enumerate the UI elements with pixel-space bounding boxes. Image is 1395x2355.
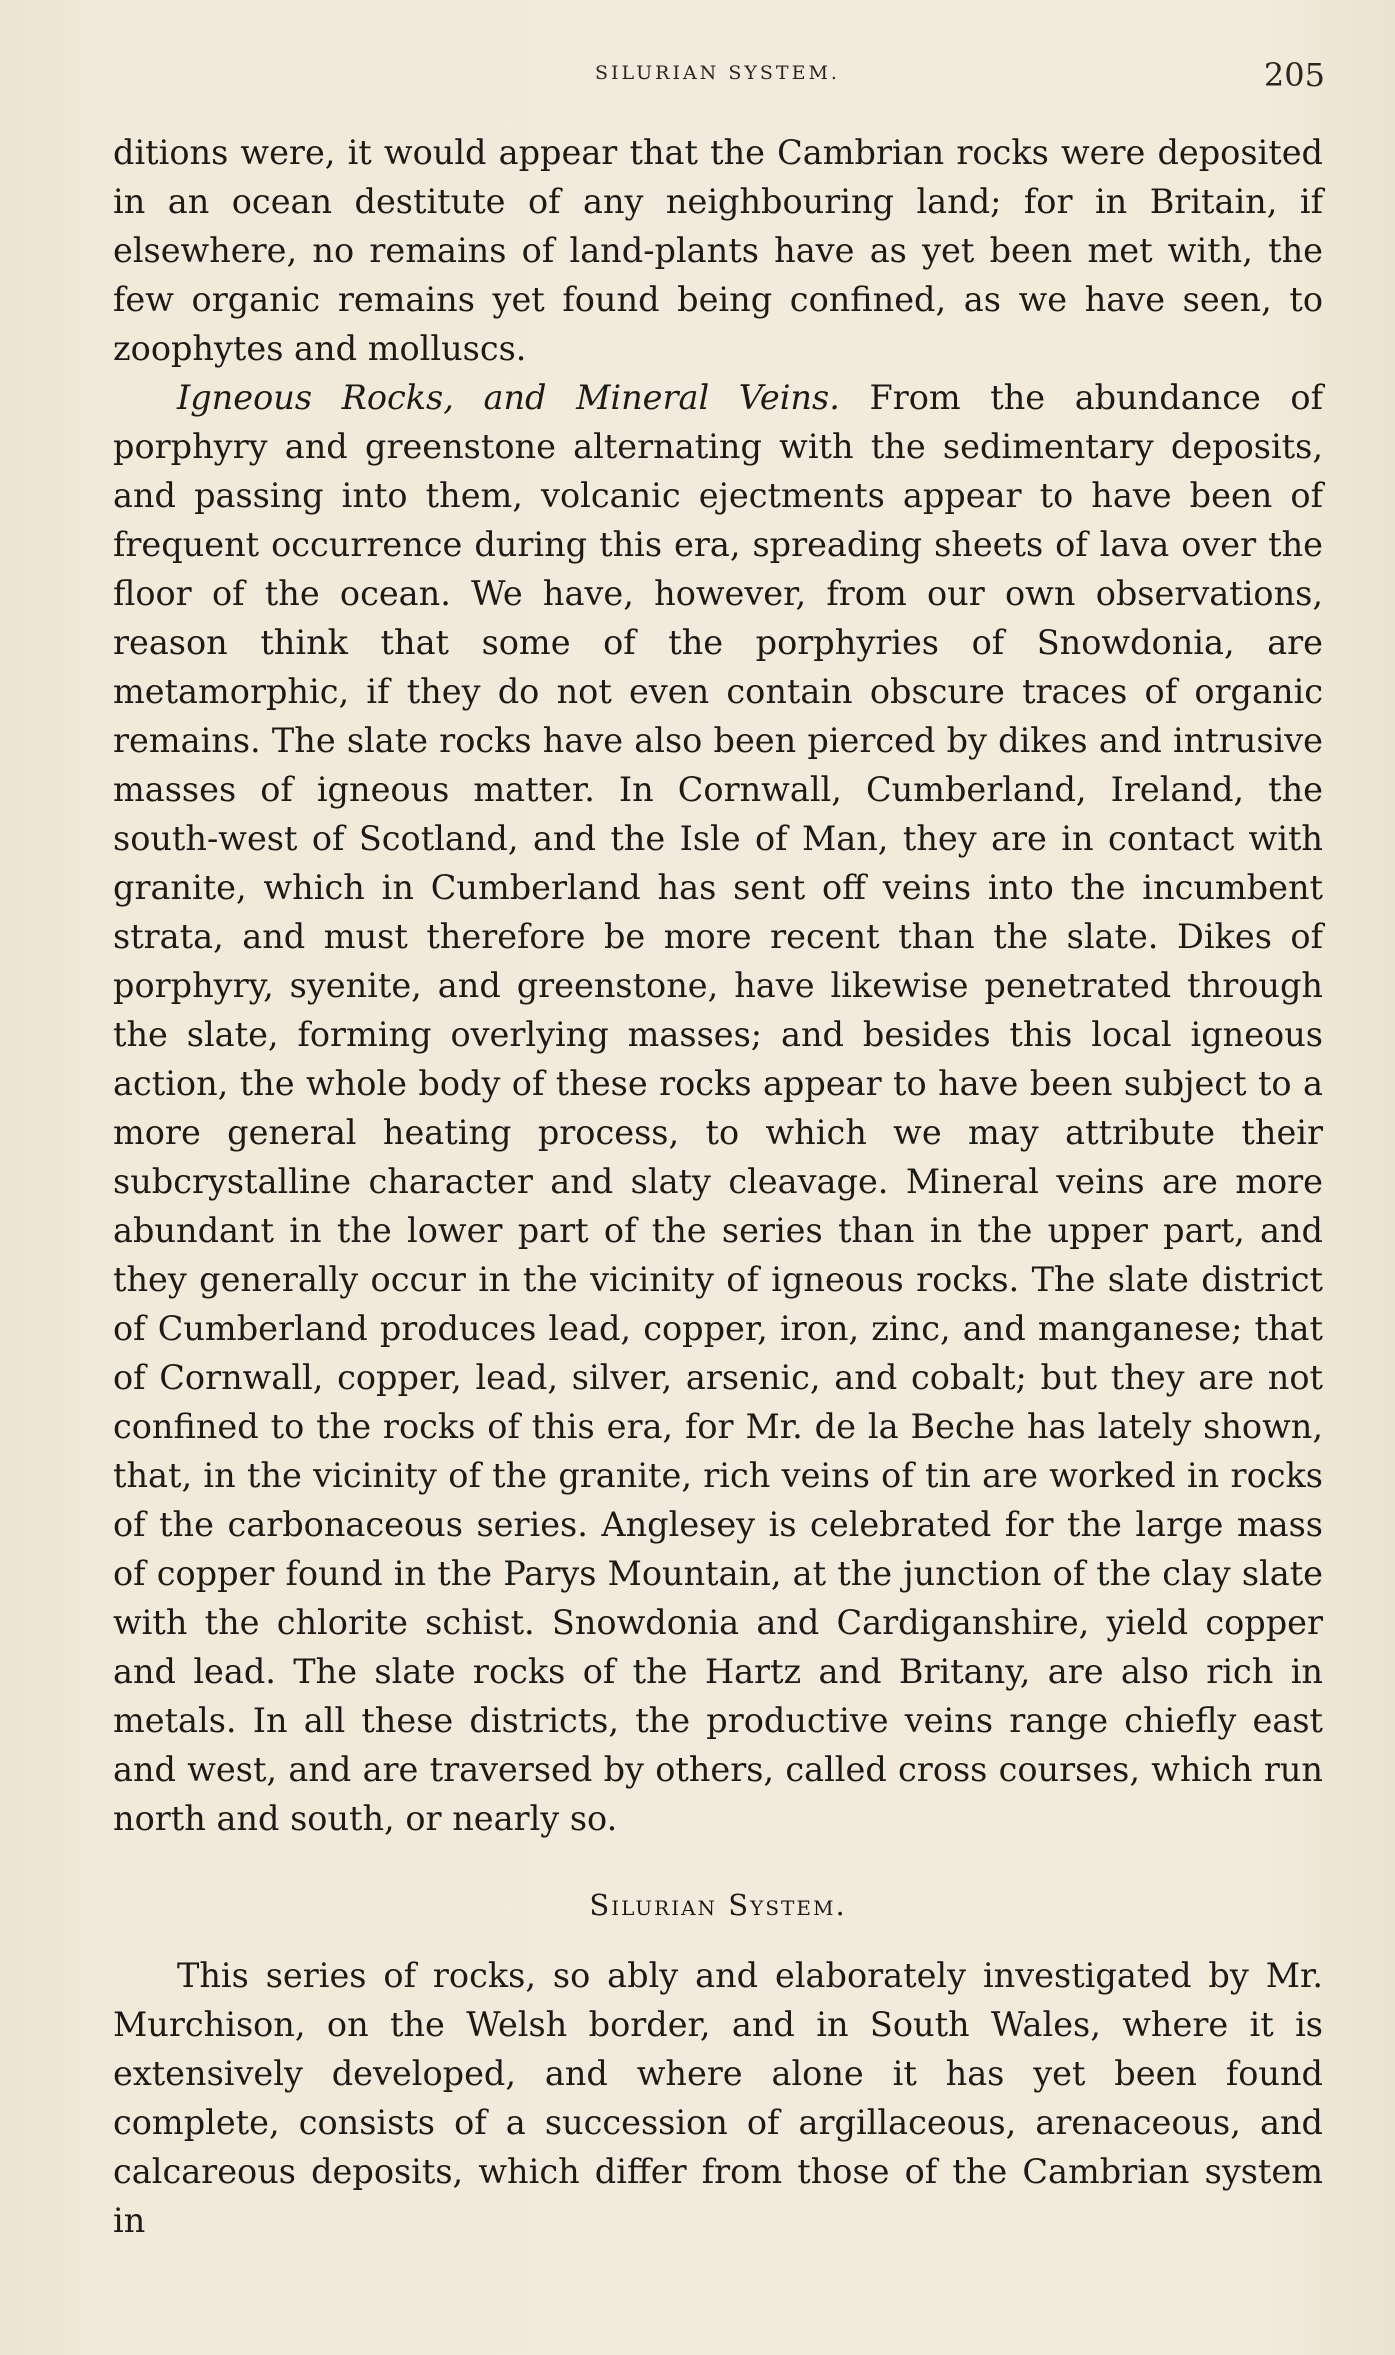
- paragraph-continuation: ditions were, it would appear that the Cambrian rocks were deposited in an ocean destitute of any neighbouring land; for in Britain, if elsewhere, no remains of land-plants have as yet been met with, the few organic remains yet found being confined, as we have seen, to zoophytes and molluscs.: [113, 133, 1323, 368]
- section-heading: Silurian System.: [589, 1888, 847, 1922]
- running-head: [110, 56, 1325, 96]
- page-number: 205: [1263, 56, 1325, 94]
- paragraph-silurian: This series of rocks, so ably and elaborately investigated by Mr. Murchison, on the Welsh border, and in South Wales, where it is extensively developed, and where alone it has yet been found complete, consists of a succession of argillaceous, arenaceous, and calcareous deposits, which differ from those of the Cambrian system in: [113, 1956, 1323, 2240]
- paragraph-heading: Igneous Rocks, and Mineral Veins.: [177, 378, 840, 417]
- text-block: [113, 128, 1323, 2245]
- paragraph-text: From the abundance of porphyry and greenstone alternating with the sedimentary deposits, and passing into them, volcanic ejectments appear to have been of frequent occurrence during this era, spreading sheets of lava over the floor of the ocean. We have, however, from our own observations, reason think that some of the porphyries of Snowdonia, are metamorphic, if they do not even contain obscure traces of organic remains. The slate rocks have also been pierced by dikes and intrusive masses of igneous matter. In Cornwall, Cumberland, Ireland, the south-west of Scotland, and the Isle of Man, they are in contact with granite, which in Cumberland has sent off veins into the incumbent strata, and must therefore be more recent than the slate. Dikes of porphyry, syenite, and greenstone, have likewise penetrated through the slate, forming overlying masses; and besides this local igneous action, the whole body of these rocks appear to have been subject to a more general heating process, to which we may attribute their subcrystalline character and slaty cleavage. Mineral veins are more abundant in the lower part of the series than in the upper part, and they generally occur in the vicinity of igneous rocks. The slate district of Cumberland produces lead, copper, iron, zinc, and manganese; that of Cornwall, copper, lead, silver, arsenic, and cobalt; but they are not confined to the rocks of this era, for Mr. de la Beche has lately shown, that, in the vicinity of the granite, rich veins of tin are worked in rocks of the carbonaceous series. Anglesey is celebrated for the large mass of copper found in the Parys Mountain, at the junction of the clay slate with the chlorite schist. Snowdonia and Cardiganshire, yield copper and lead. The slate rocks of the Hartz and Britany, are also rich in metals. In all these districts, the productive veins range chiefly east and west, and are traversed by others, called cross courses, which run north and south, or nearly so.: [113, 378, 1323, 1838]
- paragraph-igneous-rocks: [113, 373, 1323, 1843]
- running-title: SILURIAN SYSTEM.: [595, 62, 840, 84]
